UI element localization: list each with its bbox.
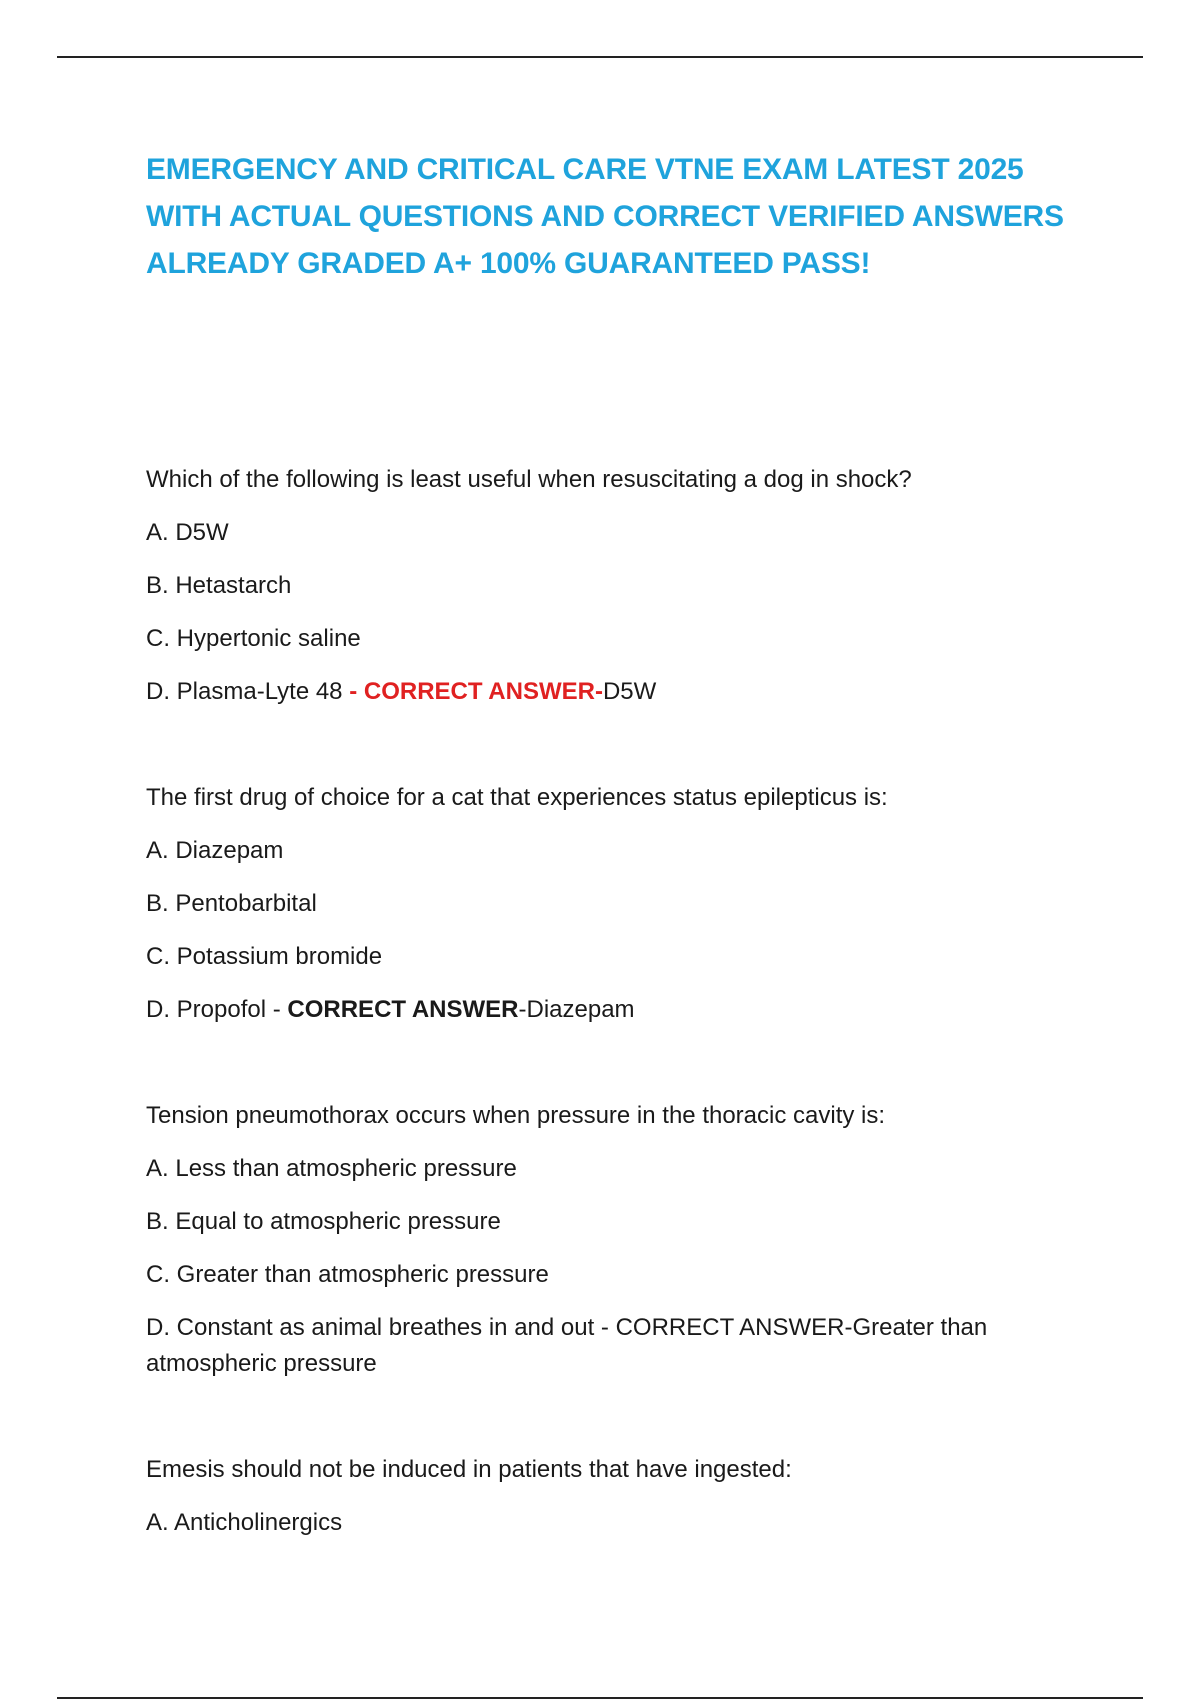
question-text: Emesis should not be induced in patients that have ingested:: [146, 1456, 792, 1483]
option-a: A. Less than atmospheric pressure: [146, 1155, 517, 1182]
correct-answer: D5W: [602, 678, 657, 705]
option-c: C. Hypertonic saline: [146, 625, 361, 652]
question-4: [146, 1452, 1046, 1541]
question-2: [146, 780, 1046, 1028]
option-c: C. Potassium bromide: [146, 943, 383, 970]
top-rule: [57, 56, 1143, 58]
option-a: A. Anticholinergics: [146, 1509, 343, 1536]
question-text: Tension pneumothorax occurs when pressure in the thoracic cavity is:: [146, 1102, 886, 1129]
option-b: B. Pentobarbital: [146, 890, 317, 917]
option-d-with-answer: D. Constant as animal breathes in and out - CORRECT ANSWER-Greater than atmospheric pressure: [146, 1314, 988, 1377]
option-a: A. Diazepam: [146, 837, 284, 864]
correct-answer-label: CORRECT ANSWER: [287, 996, 519, 1023]
option-d-with-answer: [146, 992, 1046, 1028]
option-b: B. Hetastarch: [146, 572, 292, 599]
correct-answer-label: - CORRECT ANSWER-: [342, 678, 603, 705]
bottom-rule: [57, 1697, 1143, 1699]
question-1: [146, 462, 1046, 710]
question-3: [146, 1098, 1046, 1382]
option-d: D. Propofol -: [146, 996, 288, 1023]
question-text: Which of the following is least useful when resuscitating a dog in shock?: [146, 466, 912, 493]
correct-answer: -Diazepam: [518, 996, 635, 1023]
option-a: A. D5W: [146, 519, 229, 546]
option-d-with-answer: [146, 674, 1046, 710]
option-b: B. Equal to atmospheric pressure: [146, 1208, 501, 1235]
option-d: D. Plasma-Lyte 48: [146, 678, 343, 705]
document-title: EMERGENCY AND CRITICAL CARE VTNE EXAM LATEST 2025 WITH ACTUAL QUESTIONS AND CORRECT VERIFIED ANSWERS ALREADY GRADED A+ 100% GUARANTEED PASS!: [146, 153, 1064, 280]
question-list: [146, 462, 1046, 1541]
option-c: C. Greater than atmospheric pressure: [146, 1261, 549, 1288]
question-text: The first drug of choice for a cat that experiences status epilepticus is:: [146, 784, 888, 811]
